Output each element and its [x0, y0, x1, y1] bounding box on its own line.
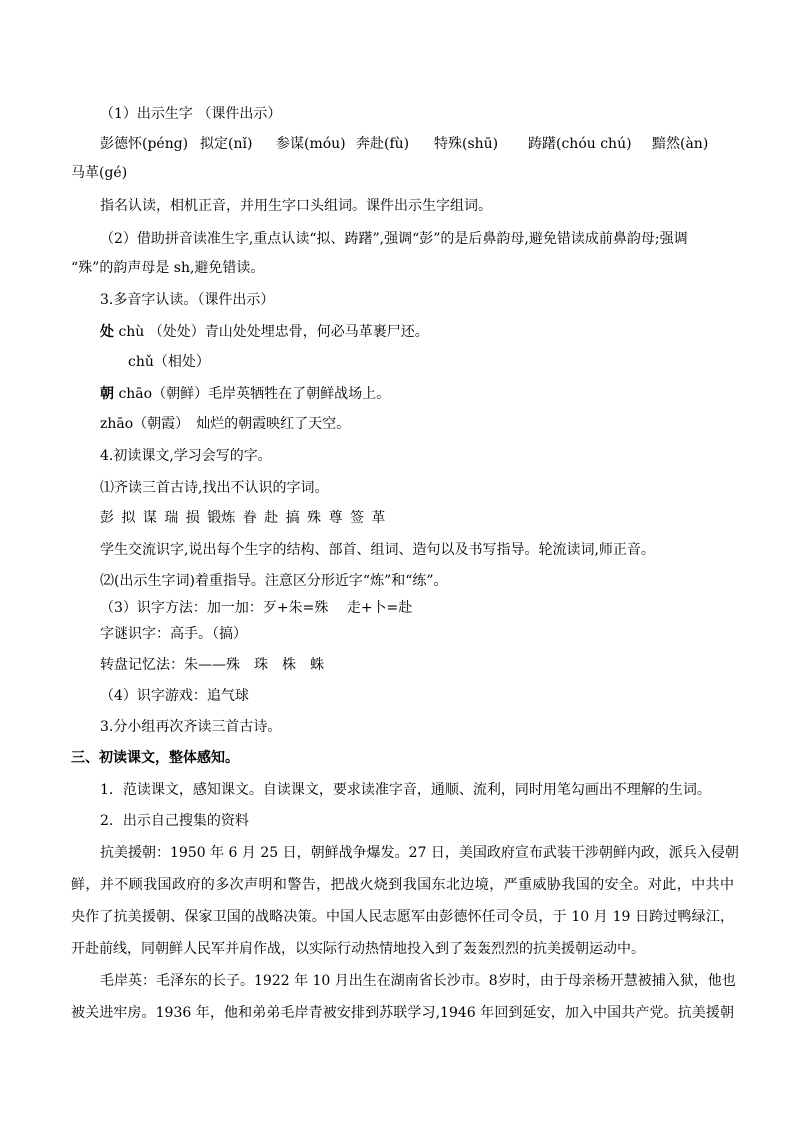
paragraph: ⑵(出示生字词)着重指导。注意区分形近字“炼”和“练”。 — [100, 573, 448, 589]
section-heading-first-reading: 4.初读课文,学习会写的字。 — [100, 448, 272, 464]
paragraph: ⑴齐读三首古诗,找出不认识的字词。 — [100, 480, 329, 496]
polyphonic-reading: chù （处处）青山处处埋忠骨，何必马革裹尸还。 — [114, 324, 429, 340]
polyphonic-character: 朝 — [100, 386, 114, 402]
paragraph: 转盘记忆法：朱——殊 珠 株 蛛 — [100, 657, 324, 673]
paragraph: 学生交流识字,说出每个生字的结构、部首、组词、造句以及书写指导。轮流读词,师正音。 — [100, 542, 655, 558]
paragraph: （2）借助拼音读准生字,重点认读“拟、踌躇”,强调“彭”的是后鼻韵母,避免错读成前鼻韵母;强调 — [100, 231, 688, 247]
polyphonic-entry — [100, 322, 429, 342]
paragraph: 鲜，并不顾我国政府的多次声明和警告，把战火烧到我国东北边境，严重威胁我国的安全。对此，中共中 — [71, 877, 734, 893]
section-heading-overall: 三、初读课文，整体感知。 — [71, 750, 239, 766]
vocab-item: 彭德怀(péng) — [100, 136, 189, 152]
vocab-item: 奔赴(fù) — [356, 136, 410, 152]
section-heading-show-characters: （1）出示生字 （课件出示） — [100, 106, 282, 122]
vocab-item: 黯然(àn) — [652, 136, 709, 152]
vocab-row — [100, 134, 708, 154]
polyphonic-entry — [100, 384, 390, 404]
paragraph: “殊”的韵声母是 sh,避免错读。 — [71, 260, 265, 276]
paragraph: 被关进牢房。1936 年，他和弟弟毛岸青被安排到苏联学习,1946 年回到延安，加入中国共产党。抗美援朝 — [71, 1005, 734, 1021]
paragraph: 指名认读，相机正音，并用生字口头组词。课件出示生字组词。 — [100, 198, 492, 214]
polyphonic-reading: chāo（朝鲜）毛岸英牺牲在了朝鲜战场上。 — [114, 386, 391, 402]
paragraph: 字谜识字：高手。（搞） — [100, 626, 247, 642]
paragraph: 2．出示自己搜集的资料 — [100, 813, 249, 829]
paragraph: 央作了抗美援朝、保家卫国的战略决策。中国人民志愿军由彭德怀任司令员，于 10 月 19 日跨过鸭绿江， — [71, 909, 734, 925]
vocab-item: 特殊(shū) — [434, 136, 499, 152]
paragraph: 3.分小组再次齐读三首古诗。 — [100, 719, 282, 735]
vocab-item: 踌躇(chóu chú) — [528, 136, 632, 152]
paragraph: 抗美援朝：1950 年 6 月 25 日，朝鲜战争爆发。27 日，美国政府宣布武装干涉朝鲜内政，派兵入侵朝 — [100, 845, 739, 861]
section-heading-polyphonic: 3.多音字认读。（课件出示） — [100, 292, 275, 308]
vocab-item: 参谋(móu) — [276, 136, 346, 152]
paragraph: 1．范读课文，感知课文。自读课文，要求读准字音，通顺、流利，同时用笔勾画出不理解的生词。 — [100, 782, 711, 798]
polyphonic-reading: zhāo（朝霞） 灿烂的朝霞映红了天空。 — [100, 416, 351, 432]
character-list: 彭 拟 谋 瑞 损 锻炼 眷 赴 搞 殊 尊 签 革 — [100, 510, 386, 526]
paragraph: 毛岸英：毛泽东的长子。1922 年 10 月出生在湖南省长沙市。8岁时，由于母亲杨开慧被捕入狱，他也 — [100, 973, 736, 989]
paragraph: （3）识字方法：加一加：歹+朱=殊 走+卜=赴 — [100, 600, 413, 616]
paragraph: 开赴前线，同朝鲜人民军并肩作战，以实际行动热情地投入到了轰轰烈烈的抗美援朝运动中。 — [71, 941, 645, 957]
vocab-item: 拟定(nǐ) — [200, 136, 253, 152]
polyphonic-reading: chǔ（相处） — [128, 354, 210, 370]
paragraph: （4）识字游戏：追气球 — [100, 688, 249, 704]
polyphonic-character: 处 — [100, 324, 114, 340]
vocab-item: 马革(gé) — [71, 165, 128, 181]
